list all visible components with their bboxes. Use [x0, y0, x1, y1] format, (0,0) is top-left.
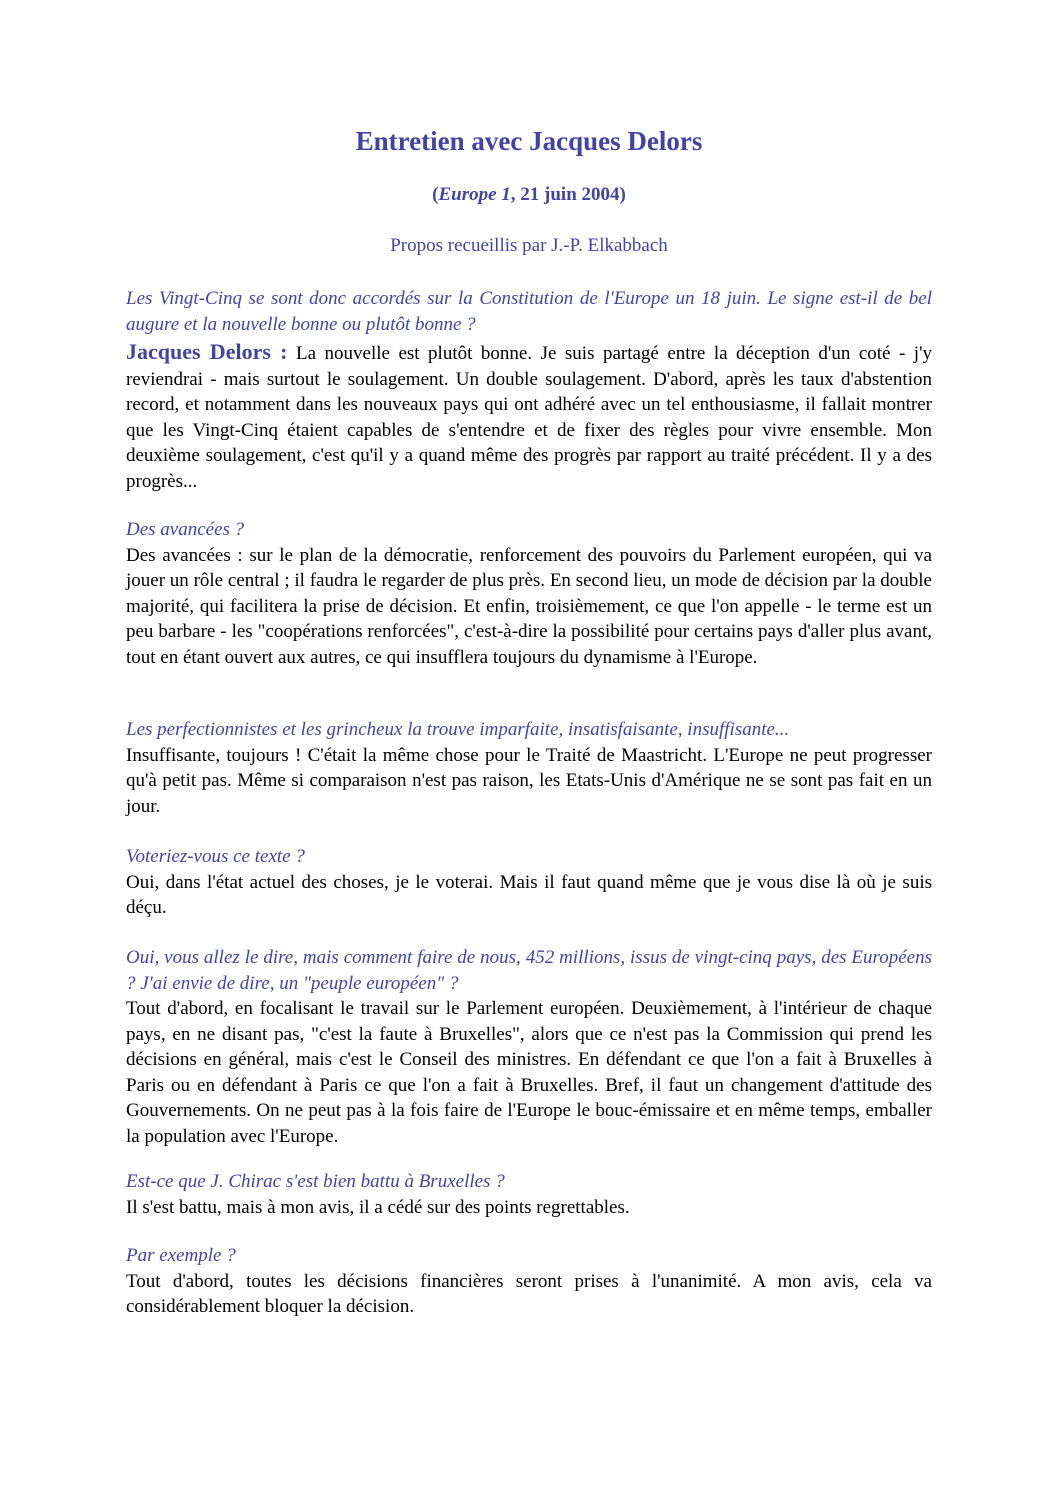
qa-block-7	[126, 1243, 932, 1320]
speaker-label: Jacques Delors :	[126, 339, 288, 364]
answer	[126, 339, 932, 494]
answer: Tout d'abord, toutes les décisions financières seront prises à l'unanimité. A mon avis, cela va considérablement bloquer la décision.	[126, 1270, 932, 1317]
answer: Oui, dans l'état actuel des choses, je le voterai. Mais il faut quand même que je vous dise là où je suis déçu.	[126, 871, 932, 918]
qa-block-4	[126, 844, 932, 921]
answer: Tout d'abord, en focalisant le travail sur le Parlement européen. Deuxièmement, à l'intérieur de chaque pays, en ne disant pas, "c'est la faute à Bruxelles", alors que ce n'est pas la Commission qui prend les décisions en général, mais c'est le Conseil des ministres. En défendant ce que l'on a fait à Bruxelles à Paris ou en défendant à Paris ce que l'on a fait à Bruxelles. Bref, il faut un changement d'attitude des Gouvernements. On ne peut pas à la fois faire de l'Europe le bouc-émissaire et en même temps, emballer la population avec l'Europe.	[126, 998, 932, 1147]
qa-block-5	[126, 945, 932, 1149]
question: Par exemple ?	[126, 1245, 236, 1266]
qa-block-2	[126, 517, 932, 670]
question: Est-ce que J. Chirac s'est bien battu à Bruxelles ?	[126, 1171, 505, 1192]
source-name: Europe 1	[438, 184, 511, 205]
document-source	[0, 184, 1058, 206]
source-date: , 21 juin 2004)	[510, 184, 626, 205]
answer-text: La nouvelle est plutôt bonne. Je suis partagé entre la déception d'un coté - j'y reviendrai - mais surtout le soulagement. Un double soulagement. D'abord, après les taux d'abstention record, et notamment dans les nouveaux pays qui ont adhéré avec un tel enthousiasme, il fallait montrer que les Vingt-Cinq étaient capables de s'entendre et de fixer des règles pour vivre ensemble. Mon deuxième soulagement, c'est qu'il y a quand même des progrès par rapport au traité précédent. Il y a des progrès...	[126, 343, 932, 492]
qa-block-3	[126, 717, 932, 819]
question: Voteriez-vous ce texte ?	[126, 846, 305, 867]
question: Oui, vous allez le dire, mais comment faire de nous, 452 millions, issus de vingt-cinq pays, des Européens ? J'ai envie de dire, un "peuple européen" ?	[126, 947, 932, 994]
qa-block-1	[126, 286, 932, 494]
answer: Insuffisante, toujours ! C'était la même chose pour le Traité de Maastricht. L'Europe ne peut progresser qu'à petit pas. Même si comparaison n'est pas raison, les Etats-Unis d'Amérique ne se sont pas fait en un jour.	[126, 744, 932, 817]
source-paren: (	[432, 184, 439, 205]
byline: Propos recueillis par J.-P. Elkabbach	[390, 235, 668, 256]
question: Des avancées ?	[126, 519, 245, 540]
answer: Il s'est battu, mais à mon avis, il a cédé sur des points regrettables.	[126, 1196, 630, 1218]
question: Les Vingt-Cinq se sont donc accordés sur la Constitution de l'Europe un 18 juin. Le signe est-il de bel augure et la nouvelle bonne ou plutôt bonne ?	[126, 288, 932, 335]
answer: Des avancées : sur le plan de la démocratie, renforcement des pouvoirs du Parlement européen, qui va jouer un rôle central ; il faudra le regarder de plus près. En second lieu, un mode de décision par la double majorité, qui facilitera la prise de décision. Et enfin, troisièmement, ce que l'on appelle - le terme est un peu barbare - les "coopérations renforcées", c'est-à-dire la possibilité pour certains pays d'aller plus avant, tout en étant ouvert aux autres, ce qui insufflera toujours du dynamisme à l'Europe.	[126, 544, 932, 668]
question: Les perfectionnistes et les grincheux la trouve imparfaite, insatisfaisante, insuffisante...	[126, 719, 790, 740]
qa-block-6	[126, 1169, 932, 1220]
document-title: Entretien avec Jacques Delors	[355, 126, 703, 156]
